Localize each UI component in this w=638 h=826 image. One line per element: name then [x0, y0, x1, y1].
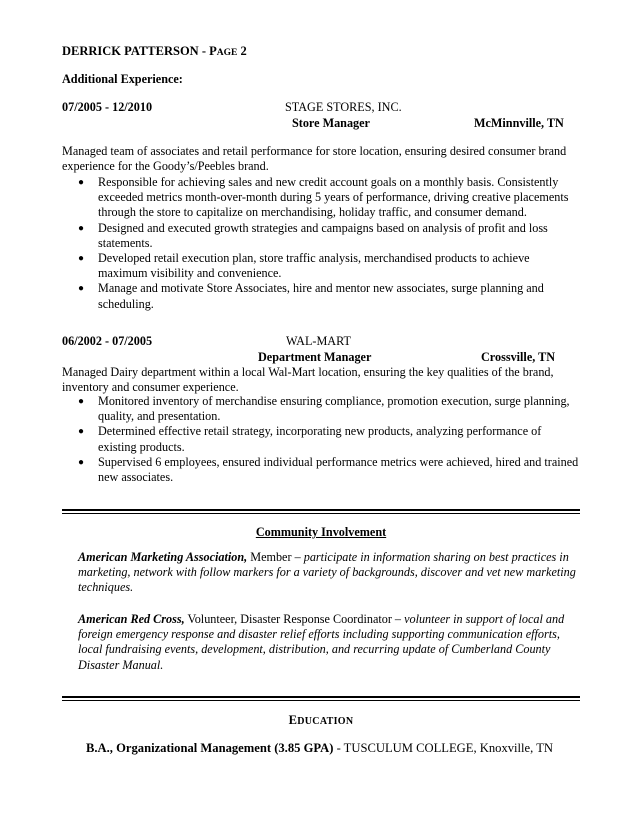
job-2-bullet: ● Monitored inventory of merchandise ensuring compliance, promotion execution, surge planning, quality, and presentation.	[78, 394, 570, 424]
job-2-company: WAL-MART	[286, 334, 351, 348]
community-org: American Red Cross,	[78, 612, 185, 626]
job-1-bullets	[62, 175, 582, 312]
job-1-title: Store Manager	[292, 116, 370, 130]
community-entry-1	[78, 550, 578, 596]
community-role: Volunteer, Disaster Response Coordinator –	[184, 612, 405, 626]
job-1-bullet: ● Manage and motivate Store Associates, hire and mentor new associates, surge planning and scheduling.	[78, 281, 544, 311]
education-degree: B.A., Organizational Management (3.85 GPA)	[86, 741, 334, 755]
job-2-bullet: ● Determined effective retail strategy, incorporating new products, analyzing performance of existing products.	[78, 424, 542, 454]
job-1-dates: 07/2005 - 12/2010	[62, 100, 153, 114]
education-line	[86, 741, 553, 756]
job-2-summary: Managed Dairy department within a local Wal-Mart location, ensuring the key qualities of the brand, inventory and consumer experience.	[62, 365, 554, 395]
section-divider-thick	[62, 509, 580, 511]
job-2-title: Department Manager	[258, 350, 372, 364]
bullet-icon: ●	[78, 426, 85, 438]
bullet-icon: ●	[78, 253, 85, 265]
header-name: DERRICK PATTERSON -	[62, 44, 210, 58]
section-divider-thin	[62, 513, 580, 514]
job-1-bullet: ● Responsible for achieving sales and new credit account goals on a monthly basis. Consistently exceeded metrics month-over-month during 5 years of performance, driving creative placements through the store to capitalize on merchandising, holiday traffic, and consumer demand.	[78, 175, 569, 220]
bullet-icon: ●	[78, 396, 85, 407]
bullet-icon: ●	[78, 456, 85, 468]
job-2-bullets	[62, 394, 582, 485]
community-org: American Marketing Association,	[78, 550, 248, 564]
additional-experience-label: Additional Experience:	[62, 72, 183, 86]
section-divider-thick	[62, 696, 580, 698]
bullet-icon: ●	[78, 222, 85, 234]
bullet-icon: ●	[78, 177, 85, 188]
page-header	[62, 44, 247, 61]
job-2-bullet: ● Supervised 6 employees, ensured individual performance metrics were achieved, hired and trained new associates.	[78, 454, 579, 485]
education-school: - TUSCULUM COLLEGE, Knoxville, TN	[333, 741, 553, 755]
community-title: Community Involvement	[255, 525, 387, 539]
header-page-rest: AGE	[216, 48, 238, 58]
job-1-bullet: ● Developed retail execution plan, store traffic analysis, merchandised products to achieve maximum visibility and convenience.	[78, 251, 530, 281]
community-role: Member –	[247, 550, 304, 564]
section-divider-thin	[62, 700, 580, 701]
header-page-p: P	[209, 44, 217, 58]
job-1-location: McMinnville, TN	[474, 116, 564, 130]
community-entry-2	[78, 612, 578, 673]
job-1-company: STAGE STORES, INC.	[285, 100, 402, 114]
job-1-bullet: ● Designed and executed growth strategies and campaigns based on analysis of profit and loss statements.	[78, 220, 548, 250]
community-desc: participate in information sharing on best practices in marketing, network with follow markers for a variety of backgrounds, discover and vet new marketing techniques.	[78, 550, 576, 595]
community-desc: volunteer in support of local and foreign emergency response and disaster relief efforts including supporting communication efforts, local fundraising events, development, distribution, and recurring update of Cumberland County Disaster Manual.	[78, 612, 565, 672]
bullet-icon: ●	[78, 283, 85, 295]
header-page-num: 2	[237, 44, 247, 58]
job-2-location: Crossville, TN	[481, 350, 556, 364]
job-1-summary: Managed team of associates and retail performance for store location, ensuring desired consumer brand experience for the Goody’s/Peebles brand.	[62, 144, 567, 174]
job-2-dates: 06/2002 - 07/2005	[62, 334, 153, 348]
education-title: EDUCATION	[288, 713, 354, 727]
